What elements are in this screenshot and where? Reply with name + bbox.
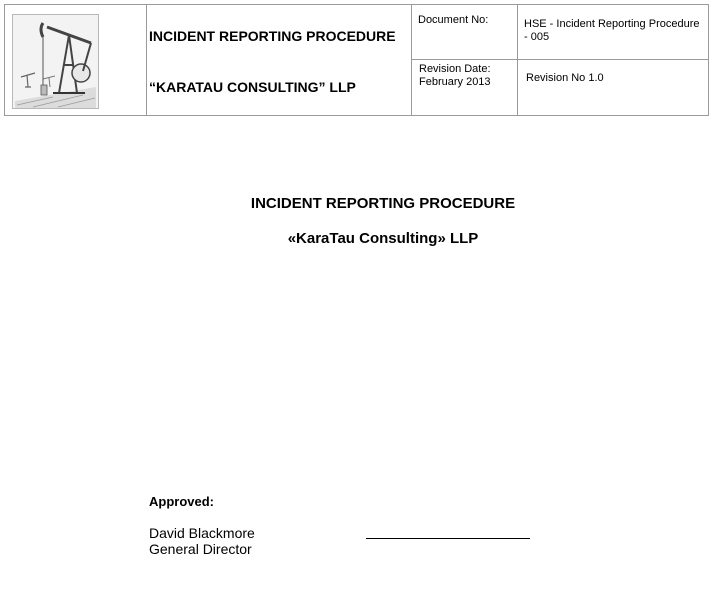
signer-block <box>149 525 255 557</box>
revision-date-label: Revision Date: <box>419 63 491 75</box>
document-no-cell <box>412 5 518 60</box>
revision-date <box>419 63 509 89</box>
document-no-value: HSE - Incident Reporting Procedure - 005 <box>524 18 700 43</box>
header-company-name: “KARATAU CONSULTING” LLP <box>149 79 356 95</box>
company-logo <box>12 14 99 109</box>
document-no-label: Document No: <box>418 14 489 26</box>
revision-no-cell <box>518 60 709 116</box>
signer-position: General Director <box>149 541 252 557</box>
approved-label: Approved: <box>149 494 214 509</box>
header-title: INCIDENT REPORTING PROCEDURE <box>149 28 396 44</box>
pumpjack-logo-icon <box>13 15 98 108</box>
signature-line <box>366 538 530 539</box>
signer-name: David Blackmore <box>149 525 255 541</box>
revision-date-value: February 2013 <box>419 76 491 88</box>
revision-no: Revision No 1.0 <box>526 72 604 84</box>
title-cell <box>147 5 412 116</box>
document-subtitle: «KaraTau Consulting» LLP <box>287 230 479 247</box>
document-title: INCIDENT REPORTING PROCEDURE <box>250 195 516 212</box>
